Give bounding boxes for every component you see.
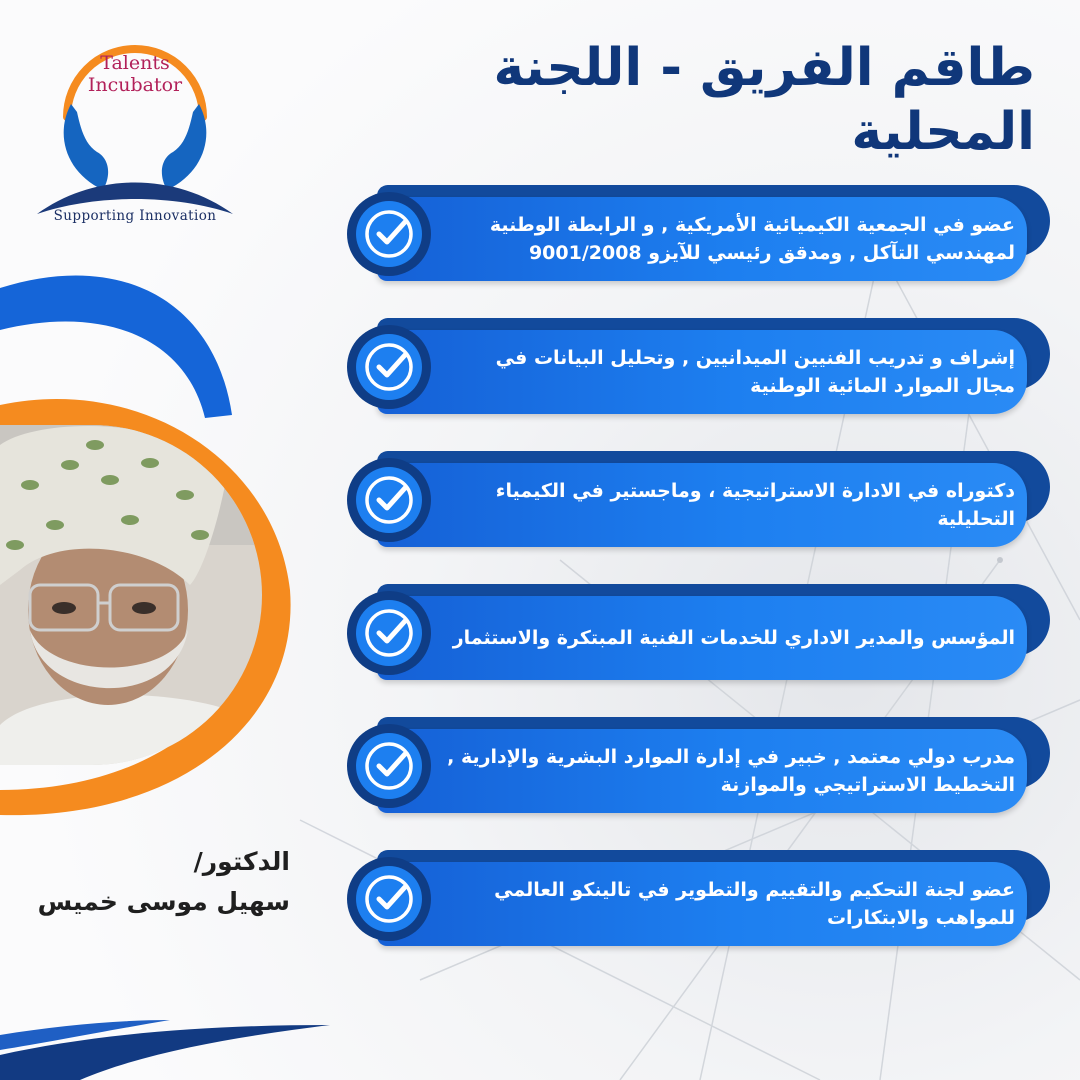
info-item <box>355 318 1050 414</box>
item-text: دكتوراه في الادارة الاستراتيجية ، وماجستير في الكيمياء التحليلية <box>495 480 1015 530</box>
person-honorific: الدكتور/ <box>193 847 290 876</box>
info-item <box>355 717 1050 813</box>
item-text: إشراف و تدريب الفنيين الميدانيين , وتحليل البيانات في مجال الموارد المائية الوطنية <box>495 347 1015 397</box>
talents-incubator-logo <box>25 22 245 237</box>
info-item <box>355 584 1050 680</box>
person-name: سهيل موسى خميس <box>37 887 290 916</box>
info-item <box>355 451 1050 547</box>
check-circle-icon <box>345 589 433 677</box>
info-item <box>355 185 1050 281</box>
check-circle-icon <box>345 323 433 411</box>
item-text: مدرب دولي معتمد , خبير في إدارة الموارد البشرية والإدارية , التخطيط الاستراتيجي والموازنة <box>447 746 1015 796</box>
item-text: المؤسس والمدير الاداري للخدمات الفنية المبتكرة والاستثمار <box>452 627 1015 649</box>
check-circle-icon <box>345 855 433 943</box>
info-item <box>355 850 1050 946</box>
logo-tagline: Supporting Innovation <box>53 208 217 224</box>
person-name-block <box>20 842 290 922</box>
check-circle-icon <box>345 722 433 810</box>
logo-text-line1: Talents <box>100 52 170 74</box>
page-title: طاقم الفريق - اللجنة المحلية <box>493 38 1035 162</box>
item-text: عضو في الجمعية الكيميائية الأمريكية , و الرابطة الوطنية لمهندسي التآكل , ومدقق رئيسي للآيزو 9001/2008 <box>489 214 1015 264</box>
check-circle-icon <box>345 190 433 278</box>
item-text: عضو لجنة التحكيم والتقييم والتطوير في تالينكو العالمي للمواهب والابتكارات <box>494 879 1015 929</box>
check-circle-icon <box>345 456 433 544</box>
logo-text-line2: Incubator <box>87 74 183 96</box>
